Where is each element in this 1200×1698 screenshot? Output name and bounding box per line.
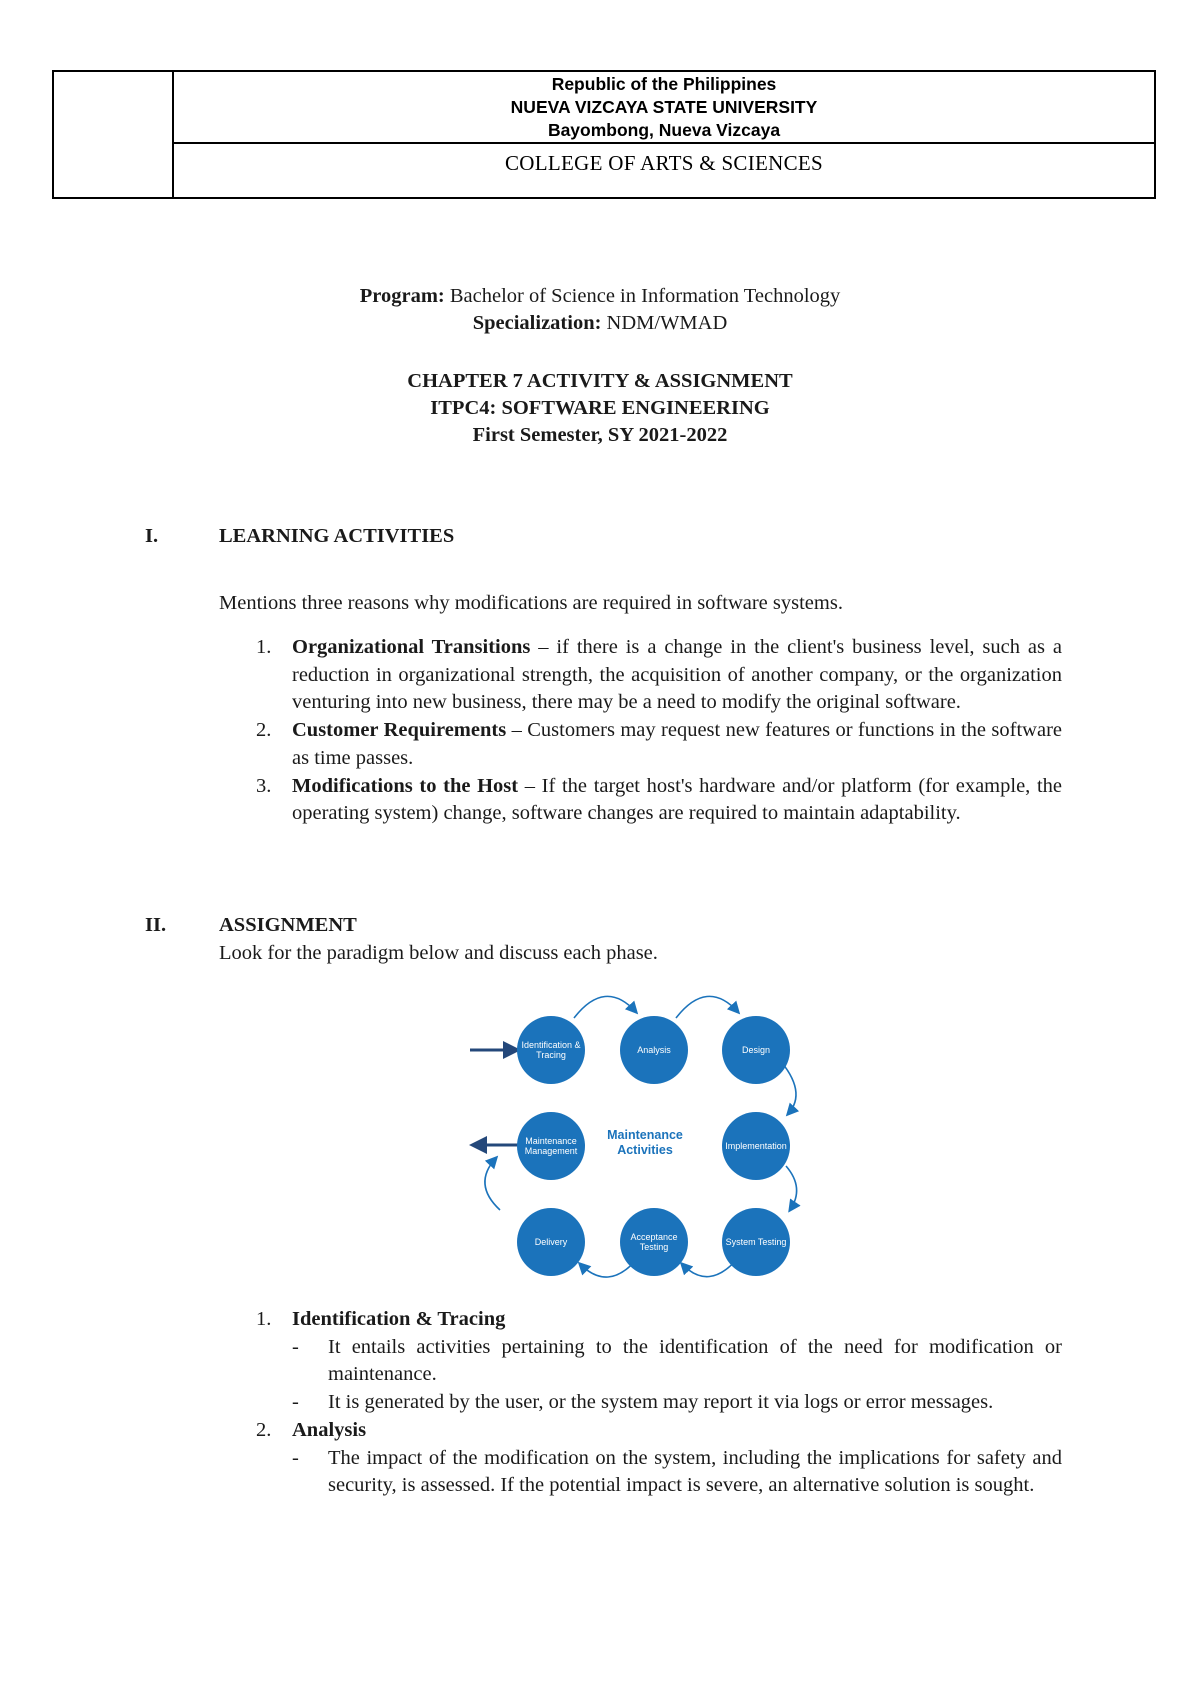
list-item-title: Customer Requirements — [292, 719, 507, 742]
header-university: NUEVA VIZCAYA STATE UNIVERSITY — [510, 96, 818, 117]
reasons-list — [0, 634, 1200, 828]
section-1-title: LEARNING ACTIVITIES — [219, 525, 455, 547]
maintenance-activities-diagram — [460, 988, 820, 1288]
node-maintenance-management: Maintenance Management — [517, 1112, 585, 1180]
node-system-testing: System Testing — [722, 1208, 790, 1276]
specialization-line — [0, 310, 1200, 337]
header-institution — [174, 72, 1154, 144]
section-2-title: ASSIGNMENT — [219, 914, 357, 936]
list-item — [0, 1417, 1200, 1445]
bullet-item — [0, 1389, 1200, 1417]
semester-title: First Semester, SY 2021-2022 — [472, 424, 728, 446]
list-item-text: – Customers may request new features or functions in the software as time passes. — [292, 719, 1063, 769]
node-design: Design — [722, 1016, 790, 1084]
document-title — [0, 368, 1200, 449]
center-label-line-2: Activities — [617, 1143, 673, 1157]
specialization-value: NDM/WMAD — [601, 312, 728, 334]
list-item-number: 3. — [256, 774, 272, 797]
node-acceptance-testing: Acceptance Testing — [620, 1208, 688, 1276]
list-item — [0, 773, 1200, 828]
list-item-number: 1. — [256, 636, 272, 658]
node-analysis: Analysis — [620, 1016, 688, 1084]
program-info — [0, 283, 1200, 337]
program-value: Bachelor of Science in Information Technology — [444, 285, 841, 307]
program-label: Program: — [359, 285, 445, 307]
list-item-text: – If the target host's hardware and/or platform (for example, the operating system) change, software changes are required to maintain adaptability. — [292, 774, 1063, 825]
diagram-center-label — [600, 1128, 690, 1158]
phases-list — [0, 1306, 1200, 1500]
list-item — [0, 634, 1200, 717]
center-label-line-1: Maintenance — [607, 1128, 683, 1142]
node-delivery: Delivery — [517, 1208, 585, 1276]
header-college: COLLEGE OF ARTS & SCIENCES — [504, 151, 824, 175]
section-1-number: I. — [145, 525, 159, 547]
list-item-title: Modifications to the Host — [292, 774, 519, 797]
bullet-item — [0, 1445, 1200, 1500]
arrow-analysis-to-design — [676, 996, 738, 1018]
chapter-title: CHAPTER 7 ACTIVITY & ASSIGNMENT — [407, 370, 793, 392]
list-item-number: 2. — [256, 719, 272, 742]
section-2-number: II. — [145, 914, 167, 936]
header-republic: Republic of the Philippines — [551, 73, 777, 94]
list-item-title: Identification & Tracing — [292, 1308, 506, 1330]
list-item-title: Analysis — [292, 1418, 367, 1441]
list-item-text: – if there is a change in the client's business level, such as a reduction in organizational strength, the acquisition of another company, or the organization venturing into new business, there may be a need to modify the original software. — [292, 636, 1062, 714]
arrow-implementation-to-testing — [786, 1166, 797, 1210]
arrow-delivery-to-maintenance — [485, 1158, 500, 1210]
list-item-title: Organizational Transitions — [292, 636, 531, 658]
bullet-dash: - — [292, 1446, 299, 1469]
logo-cell — [54, 72, 174, 197]
section-1-intro: Mentions three reasons why modifications are required in software systems. — [219, 592, 843, 614]
header-table — [52, 70, 1156, 199]
list-item — [0, 1306, 1200, 1334]
header-location: Bayombong, Nueva Vizcaya — [547, 119, 781, 140]
list-item-number: 1. — [256, 1308, 272, 1330]
bullet-dash: - — [292, 1335, 299, 1358]
bullet-dash: - — [292, 1391, 299, 1414]
list-item-number: 2. — [256, 1418, 272, 1441]
specialization-label: Specialization: — [472, 312, 602, 334]
list-item — [0, 717, 1200, 772]
arrow-identification-to-analysis — [574, 996, 636, 1018]
bullet-text: It is generated by the user, or the system may report it via logs or error messages. — [328, 1391, 994, 1414]
course-title: ITPC4: SOFTWARE ENGINEERING — [430, 397, 770, 419]
node-identification-tracing: Identification & Tracing — [517, 1016, 585, 1084]
bullet-item — [0, 1334, 1200, 1389]
bullet-text: It entails activities pertaining to the identification of the need for modification or maintenance. — [328, 1335, 1062, 1386]
node-implementation: Implementation — [722, 1112, 790, 1180]
section-2-intro: Look for the paradigm below and discuss each phase. — [219, 942, 658, 964]
program-line — [0, 283, 1200, 310]
bullet-text: The impact of the modification on the system, including the implications for safety and security, is assessed. If the potential impact is severe, an alternative solution is sought. — [328, 1446, 1062, 1497]
